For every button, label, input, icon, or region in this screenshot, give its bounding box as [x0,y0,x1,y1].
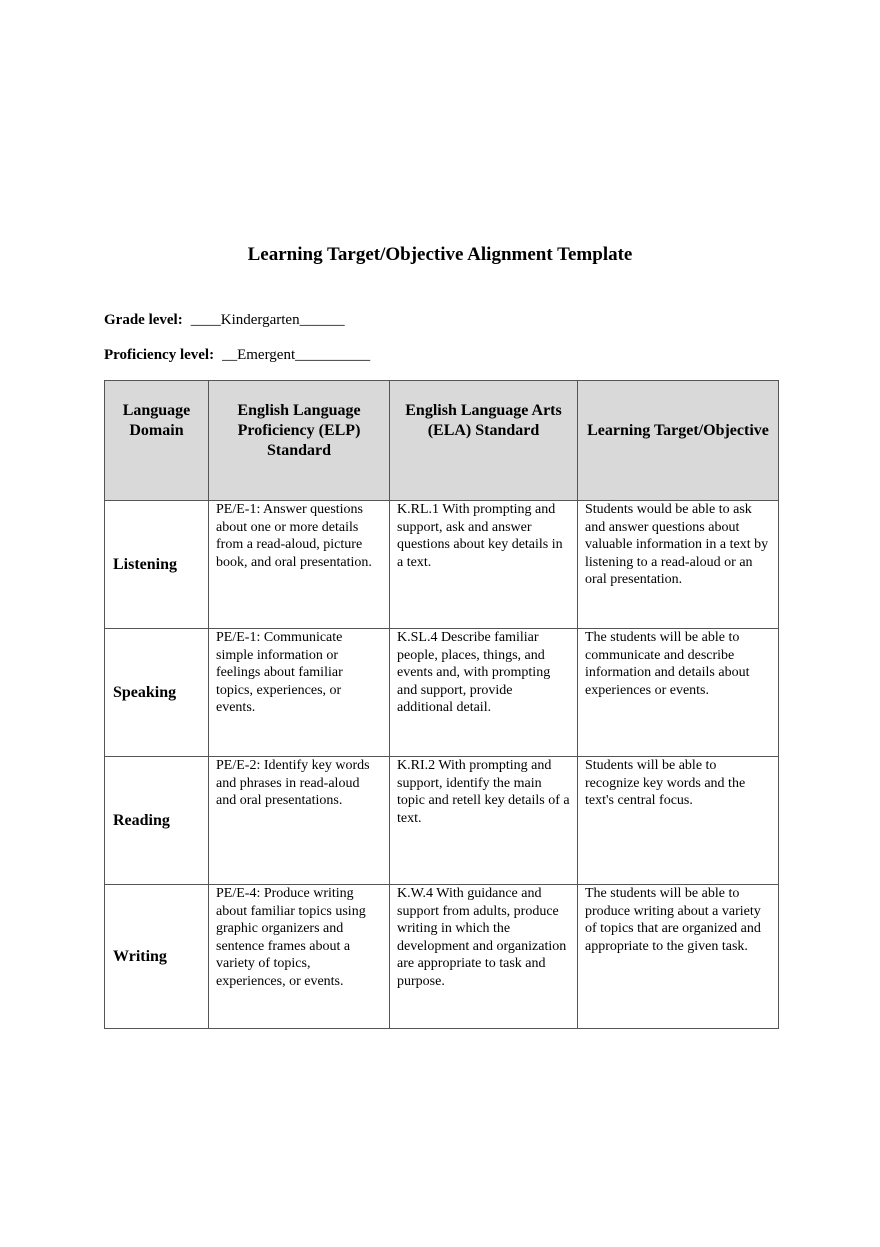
proficiency-level-value: __Emergent__________ [222,347,371,363]
proficiency-level-label: Proficiency level: [104,347,215,363]
grade-level-field [104,312,345,329]
table-row [105,885,779,1029]
ela-cell: K.SL.4 Describe familiar people, places, things, and events and, with prompting and support, provide additional detail. [390,629,578,757]
table-row [105,757,779,885]
ela-cell: K.RI.2 With prompting and support, identify the main topic and retell key details of a text. [390,757,578,885]
objective-cell: Students would be able to ask and answer questions about valuable information in a text by listening to a read-aloud or an oral presentation. [578,501,779,629]
proficiency-level-field [104,347,370,364]
header-elp-standard: English Language Proficiency (ELP) Standard [209,381,390,501]
domain-cell: Reading [105,757,209,885]
elp-cell: PE/E-4: Produce writing about familiar topics using graphic organizers and sentence frames about a variety of topics, experiences, or events. [209,885,390,1029]
table-row [105,501,779,629]
ela-cell: K.W.4 With guidance and support from adults, produce writing in which the development and organization are appropriate to task and purpose. [390,885,578,1029]
domain-cell: Listening [105,501,209,629]
objective-cell: Students will be able to recognize key words and the text's central focus. [578,757,779,885]
alignment-table [104,380,779,1029]
elp-cell: PE/E-1: Communicate simple information or feelings about familiar topics, experiences, or events. [209,629,390,757]
objective-cell: The students will be able to produce writing about a variety of topics that are organized and appropriate to the given task. [578,885,779,1029]
ela-cell: K.RL.1 With prompting and support, ask and answer questions about key details in a text. [390,501,578,629]
table-row [105,629,779,757]
header-ela-standard: English Language Arts (ELA) Standard [390,381,578,501]
domain-cell: Speaking [105,629,209,757]
domain-cell: Writing [105,885,209,1029]
elp-cell: PE/E-1: Answer questions about one or more details from a read-aloud, picture book, and oral presentation. [209,501,390,629]
grade-level-label: Grade level: [104,312,183,328]
elp-cell: PE/E-2: Identify key words and phrases in read-aloud and oral presentations. [209,757,390,885]
page-title: Learning Target/Objective Alignment Template [247,244,633,265]
header-learning-objective: Learning Target/Objective [578,381,779,501]
header-language-domain: Language Domain [105,381,209,501]
objective-cell: The students will be able to communicate and describe information and details about experiences or events. [578,629,779,757]
grade-level-value: ____Kindergarten______ [190,312,345,328]
table-header-row [105,381,779,501]
